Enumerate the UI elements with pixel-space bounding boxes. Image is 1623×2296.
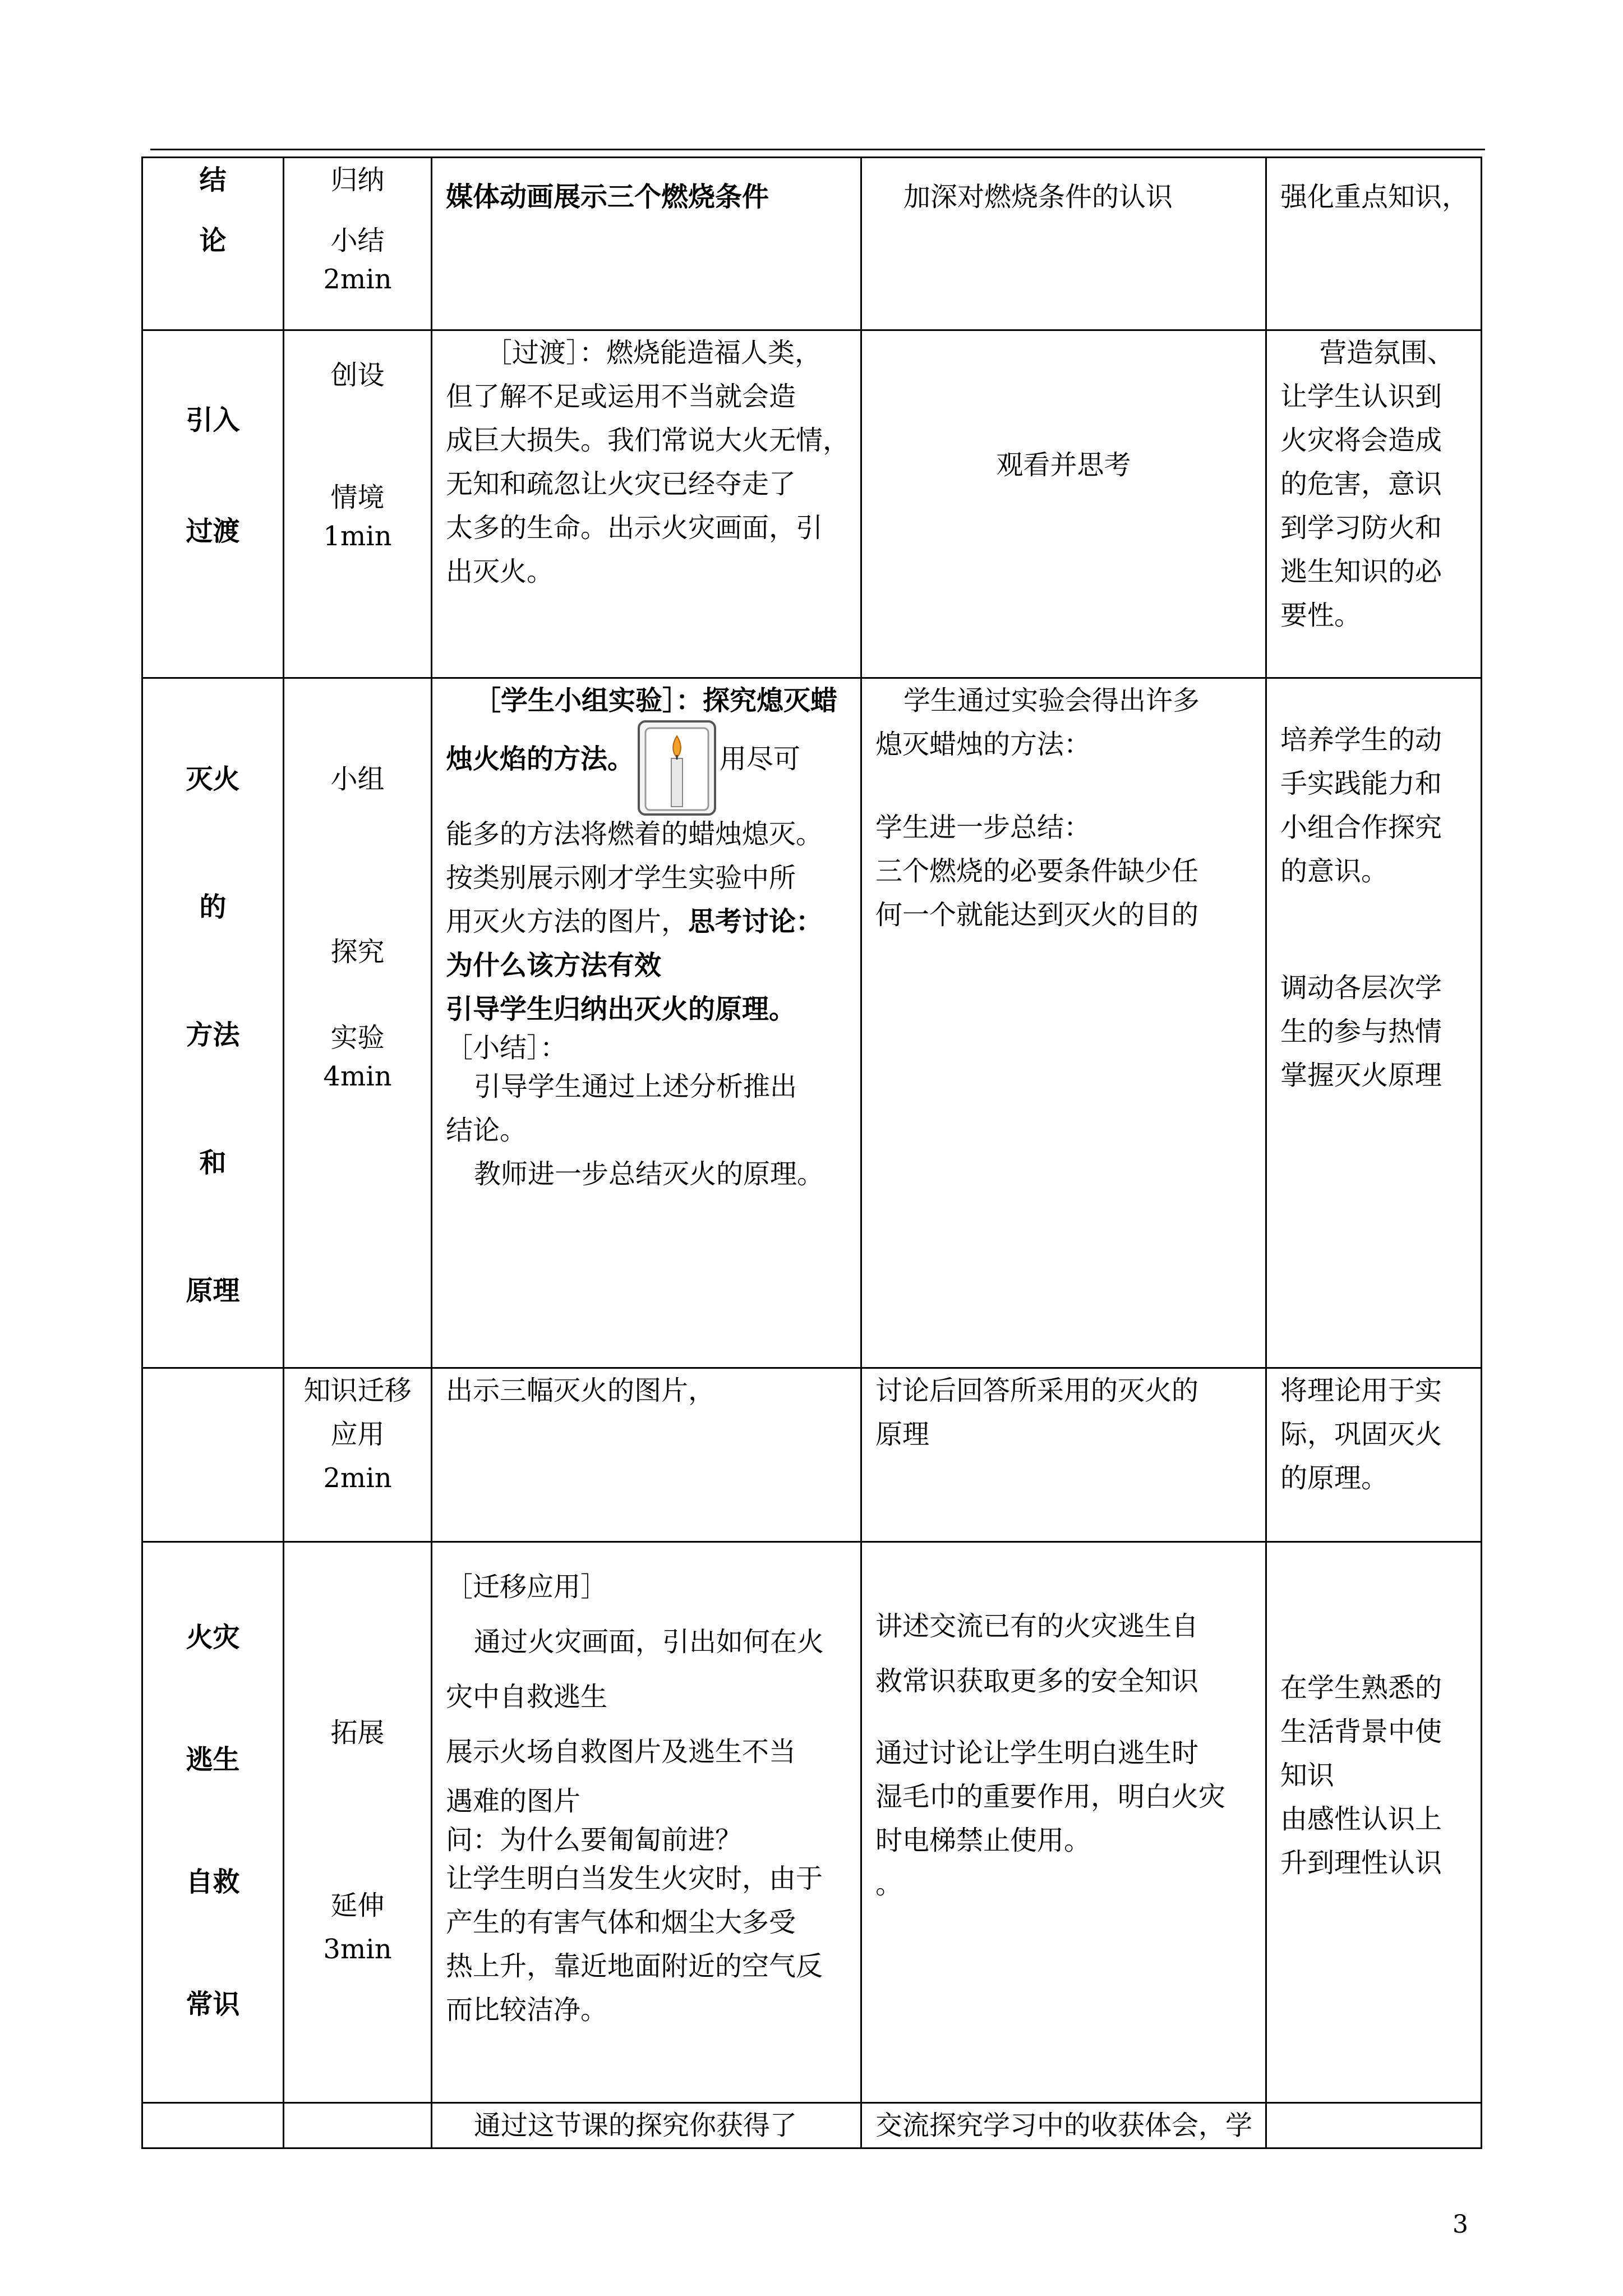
method-text: 归纳 (330, 164, 385, 196)
teacher-text: 引导学生归纳出灭火的原理。 (446, 993, 796, 1025)
intent-text: 强化重点知识， (1280, 181, 1469, 213)
teacher-text: 而比较洁净。 (446, 1994, 608, 2026)
student-text: 时电梯禁止使用。 (875, 1825, 1091, 1856)
intent-text: 的原理。 (1280, 1462, 1389, 1494)
method-text: 情境 (330, 482, 385, 513)
experiment-line (446, 706, 847, 812)
beaker-candle-icon (638, 720, 716, 816)
student-activity-cell (861, 2103, 1266, 2148)
teacher-text: 让学生明白当发生火灾时，由于 (446, 1863, 823, 1894)
design-intent-cell (1266, 158, 1482, 330)
intent-text: 的意识。 (1280, 855, 1389, 887)
discussion-line (446, 900, 847, 944)
stage-text: 论 (199, 225, 227, 256)
table-row-extinguish-methods (142, 678, 1482, 1368)
intent-text: 调动各层次学 (1280, 972, 1442, 1004)
stage-cell (142, 678, 284, 1368)
stage-cell (142, 330, 284, 678)
table-row-fire-escape (142, 1542, 1482, 2103)
intent-text: 培养学生的动 (1280, 724, 1442, 756)
stage-cell (142, 2103, 284, 2148)
method-text: 小组 (330, 763, 385, 795)
stage-text: 原理 (186, 1275, 240, 1306)
student-text: 。 (875, 1869, 903, 1900)
student-text: 熄灭蜡烛的方法： (875, 729, 1091, 760)
method-cell (284, 678, 432, 1368)
intent-text: 要性。 (1280, 600, 1362, 631)
student-text: 交流探究学习中的收获体会，学 (875, 2110, 1253, 2141)
stage-text: 的 (199, 891, 227, 923)
student-text: 加深对燃烧条件的认识 (903, 181, 1173, 213)
design-intent-cell (1266, 678, 1482, 1368)
stage-cell (142, 158, 284, 330)
teacher-text: 用尽可 (720, 743, 801, 775)
page-number: 3 (1453, 2210, 1468, 2239)
teacher-text: ［小结］： (446, 1032, 568, 1064)
teacher-activity-cell (432, 1368, 861, 1542)
stage-text: 过渡 (186, 516, 240, 547)
teacher-text: ［过渡］：燃烧能造福人类， (485, 337, 822, 369)
intent-text: 由感性认识上 (1280, 1803, 1442, 1835)
stage-text: 引入 (186, 404, 240, 436)
stage-text: 火灾 (186, 1622, 240, 1653)
teacher-activity-cell (432, 330, 861, 678)
intent-text: 营造氛围、 (1320, 337, 1455, 369)
method-text: 延伸 (330, 1890, 385, 1921)
method-text: 小结 (330, 225, 385, 256)
teacher-text: 灾中自救逃生 (446, 1681, 608, 1713)
intent-text: 在学生熟悉的 (1280, 1672, 1442, 1704)
method-cell (284, 1368, 432, 1542)
student-text: 湿毛巾的重要作用，明白火灾 (875, 1781, 1226, 1812)
teacher-text: 无知和疏忽让火灾已经夺走了 (446, 468, 796, 500)
intent-text: 手实践能力和 (1280, 768, 1442, 799)
table-row-summary (142, 2103, 1482, 2148)
stage-text: 自救 (186, 1866, 240, 1898)
stage-text: 方法 (186, 1019, 240, 1051)
intent-text: 将理论用于实 (1280, 1375, 1442, 1406)
teacher-text: 教师进一步总结灭火的原理。 (474, 1158, 824, 1190)
intent-text: 逃生知识的必 (1280, 556, 1442, 587)
table-row-introduction (142, 330, 1482, 678)
lesson-plan-table (141, 157, 1482, 2149)
teacher-text: 通过这节课的探究你获得了 (474, 2110, 797, 2141)
duration-text: 3min (323, 1934, 392, 1965)
teacher-text: 用灭火方法的图片， (446, 906, 689, 937)
duration-text: 4min (323, 1061, 392, 1092)
student-text: 三个燃烧的必要条件缺少任 (875, 855, 1199, 887)
student-text: 学生进一步总结： (875, 812, 1091, 843)
teacher-text: 出示三幅灭火的图片， (446, 1375, 716, 1406)
table-row-conclusion (142, 158, 1482, 330)
student-text: 学生通过实验会得出许多 (903, 685, 1200, 716)
design-intent-cell (1266, 1368, 1482, 1542)
method-text: 探究 (330, 936, 385, 968)
teacher-text: 媒体动画展示三个燃烧条件 (446, 181, 769, 213)
teacher-text: 但了解不足或运用不当就会造 (446, 381, 796, 412)
student-text: 通过讨论让学生明白逃生时 (875, 1737, 1199, 1769)
student-activity-cell (861, 678, 1266, 1368)
stage-text: 结 (199, 164, 227, 196)
method-cell (284, 2103, 432, 2148)
intent-text: 让学生认识到 (1280, 381, 1442, 412)
teacher-text: 问：为什么要匍匐前进？ (446, 1824, 743, 1856)
intent-text: 知识 (1280, 1760, 1335, 1791)
method-cell (284, 330, 432, 678)
table-row-knowledge-transfer (142, 1368, 1482, 1542)
stage-text: 和 (199, 1147, 227, 1179)
teacher-text: 展示火场自救图片及逃生不当 (446, 1736, 796, 1768)
teacher-text: 热上升，靠近地面附近的空气反 (446, 1950, 823, 1982)
intent-text: 火灾将会造成 (1280, 425, 1442, 456)
duration-text: 1min (323, 521, 392, 552)
teacher-text: 产生的有害气体和烟尘大多受 (446, 1907, 796, 1938)
teacher-text: 能多的方法将燃着的蜡烛熄灭。 (446, 818, 823, 850)
duration-text: 2min (323, 1462, 392, 1494)
teacher-text: 结论。 (446, 1115, 527, 1146)
stage-cell (142, 1542, 284, 2103)
stage-cell (142, 1368, 284, 1542)
teacher-text: 烛火焰的方法。 (446, 743, 635, 775)
method-text: 拓展 (330, 1717, 385, 1749)
student-activity-cell (861, 330, 1266, 678)
intent-text: 到学习防火和 (1280, 512, 1442, 544)
student-text: 观看并思考 (996, 449, 1131, 481)
student-text: 讨论后回答所采用的灭火的 (875, 1375, 1199, 1406)
student-text: 讲述交流已有的火灾逃生自 (875, 1611, 1199, 1642)
teacher-activity-cell (432, 1542, 861, 2103)
teacher-text: 通过火灾画面，引出如何在火 (474, 1626, 824, 1658)
intent-text: 升到理性认识 (1280, 1847, 1442, 1879)
intent-text: 小组合作探究 (1280, 812, 1442, 843)
intent-text: 生活背景中使 (1280, 1716, 1442, 1747)
stage-text: 常识 (186, 1989, 240, 2020)
method-cell (284, 158, 432, 330)
method-text: 知识迁移 (303, 1375, 412, 1406)
intent-text: 的危害，意识 (1280, 468, 1442, 500)
intent-text: 际，巩固灭火 (1280, 1419, 1442, 1450)
student-activity-cell (861, 1368, 1266, 1542)
duration-text: 2min (323, 264, 392, 295)
student-text: 何一个就能达到灭火的目的 (875, 899, 1199, 931)
method-text: 实验 (330, 1022, 385, 1053)
student-text: 救常识获取更多的安全知识 (875, 1665, 1199, 1697)
teacher-text: ［学生小组实验］：探究熄灭蜡 (474, 685, 838, 716)
stage-text: 逃生 (186, 1744, 240, 1775)
design-intent-cell (1266, 2103, 1482, 2148)
student-activity-cell (861, 158, 1266, 330)
teacher-text: 按类别展示刚才学生实验中所 (446, 862, 796, 894)
student-activity-cell (861, 1542, 1266, 2103)
teacher-text: 为什么该方法有效 (446, 950, 662, 981)
intent-text: 生的参与热情 (1280, 1016, 1442, 1047)
method-text: 应用 (330, 1419, 385, 1450)
method-cell (284, 1542, 432, 2103)
method-text: 创设 (330, 360, 385, 391)
teacher-text: 成巨大损失。我们常说大火无情， (446, 425, 850, 456)
teacher-text: 遇难的图片 (446, 1786, 581, 1817)
teacher-text: 太多的生命。出示火灾画面，引 (446, 512, 823, 544)
header-rule (150, 149, 1485, 150)
teacher-text: 思考讨论： (688, 906, 823, 937)
teacher-activity-cell (432, 678, 861, 1368)
student-text: 原理 (875, 1419, 930, 1450)
design-intent-cell (1266, 1542, 1482, 2103)
teacher-text: 出灭火。 (446, 556, 554, 587)
stage-text: 灭火 (186, 763, 240, 795)
design-intent-cell (1266, 330, 1482, 678)
teacher-text: 引导学生通过上述分析推出 (474, 1071, 797, 1102)
teacher-activity-cell (432, 158, 861, 330)
teacher-text: ［迁移应用］ (446, 1571, 608, 1603)
teacher-activity-cell (432, 2103, 861, 2148)
intent-text: 掌握灭火原理 (1280, 1060, 1442, 1091)
